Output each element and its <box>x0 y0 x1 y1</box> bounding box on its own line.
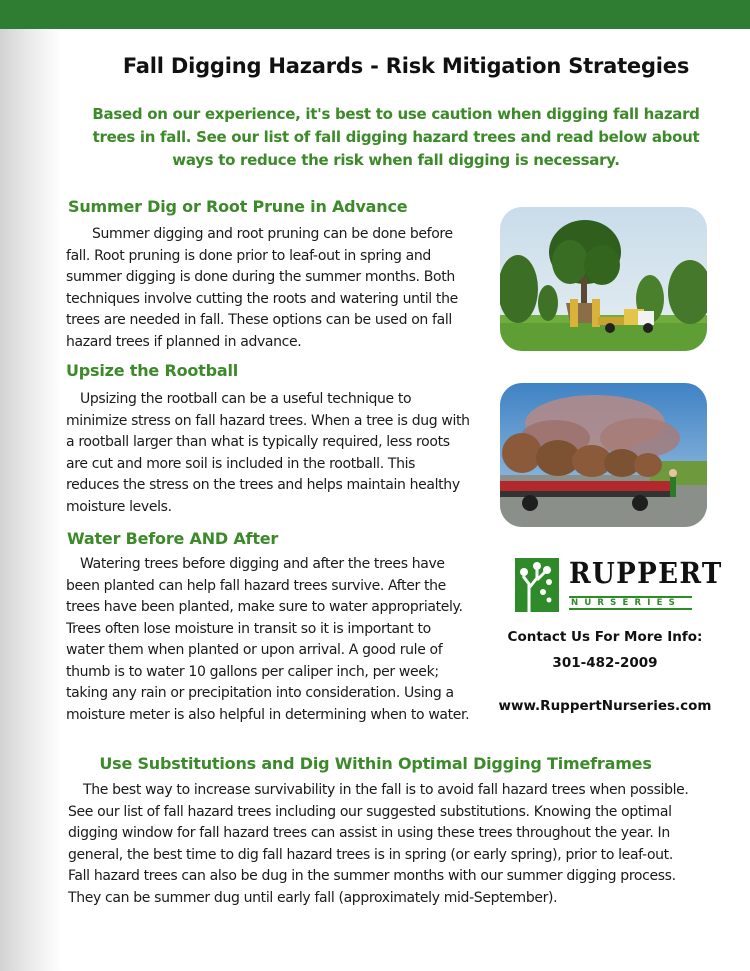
logo-rule-bottom <box>569 608 692 610</box>
section-heading-substitutions: Use Substitutions and Dig Within Optimal Digging Timeframes <box>99 754 652 773</box>
contact-label: Contact Us For More Info: <box>507 629 703 645</box>
contact-website: www.RuppertNurseries.com <box>498 698 712 714</box>
section-body-water: Watering trees before digging and after the trees have been planted can help fall hazard trees survive. After the trees have been planted, make sure to water appropriately. Trees often lose moisture in transit so it is important to water them when planted or upon arrival. A good rule of thumb is to water 10 gallons per caliper inch, per week; taking any rain or precipitation into consideration. Using a moisture meter is also helpful in determining when to water. <box>66 556 470 723</box>
flatbed-truck-trees-photo <box>500 383 707 527</box>
section-heading-upsize: Upsize the Rootball <box>66 361 239 380</box>
section-heading-water: Water Before AND After <box>67 529 279 548</box>
section-body-substitutions: The best way to increase survivability in the fall is to avoid fall hazard trees when possible. See our list of fall hazard trees including our suggested substitutions. Knowing the optimal digging window for fall hazard trees can assist in using these trees throughout the year. In general, the best time to dig fall hazard trees is in spring (or early spring), prior to leaf-out. Fall hazard trees can also be dug in the summer months with our summer digging process. They can be summer dug until early fall (approximately mid-September). <box>68 782 689 906</box>
section-heading-summer-dig: Summer Dig or Root Prune in Advance <box>68 197 408 216</box>
page-title: Fall Digging Hazards - Risk Mitigation Strategies <box>122 54 690 78</box>
section-body-summer-dig: Summer digging and root pruning can be done before fall. Root pruning is done prior to leaf-out in spring and summer digging is done during the summer months. Both techniques involve cutting the roots and watering until the trees are needed in fall. These options can be used on fall hazard trees if planned in advance. <box>66 226 458 350</box>
section-body-upsize: Upsizing the rootball can be a useful technique to minimize stress on fall hazard trees. When a tree is dug with a rootball larger than what is typically required, less roots are cut and more soil is included in the rootball. This reduces the stress on the trees and helps maintain healthy moisture levels. <box>66 391 470 515</box>
ruppert-nurseries-logo <box>515 556 723 616</box>
tree-digging-machine-photo <box>500 207 707 351</box>
logo-wordmark: RUPPERT <box>569 556 723 590</box>
tree-logo-icon <box>515 558 559 612</box>
left-shade <box>0 29 62 971</box>
top-bar <box>0 0 750 29</box>
contact-phone: 301-482-2009 <box>552 655 658 671</box>
intro-text: Based on our experience, it's best to use caution when digging fall hazard trees in fall. See our list of fall digging hazard trees and read below about ways to reduce the risk when fall digging is necessary. <box>92 105 700 169</box>
logo-subtitle: NURSERIES <box>571 598 681 608</box>
